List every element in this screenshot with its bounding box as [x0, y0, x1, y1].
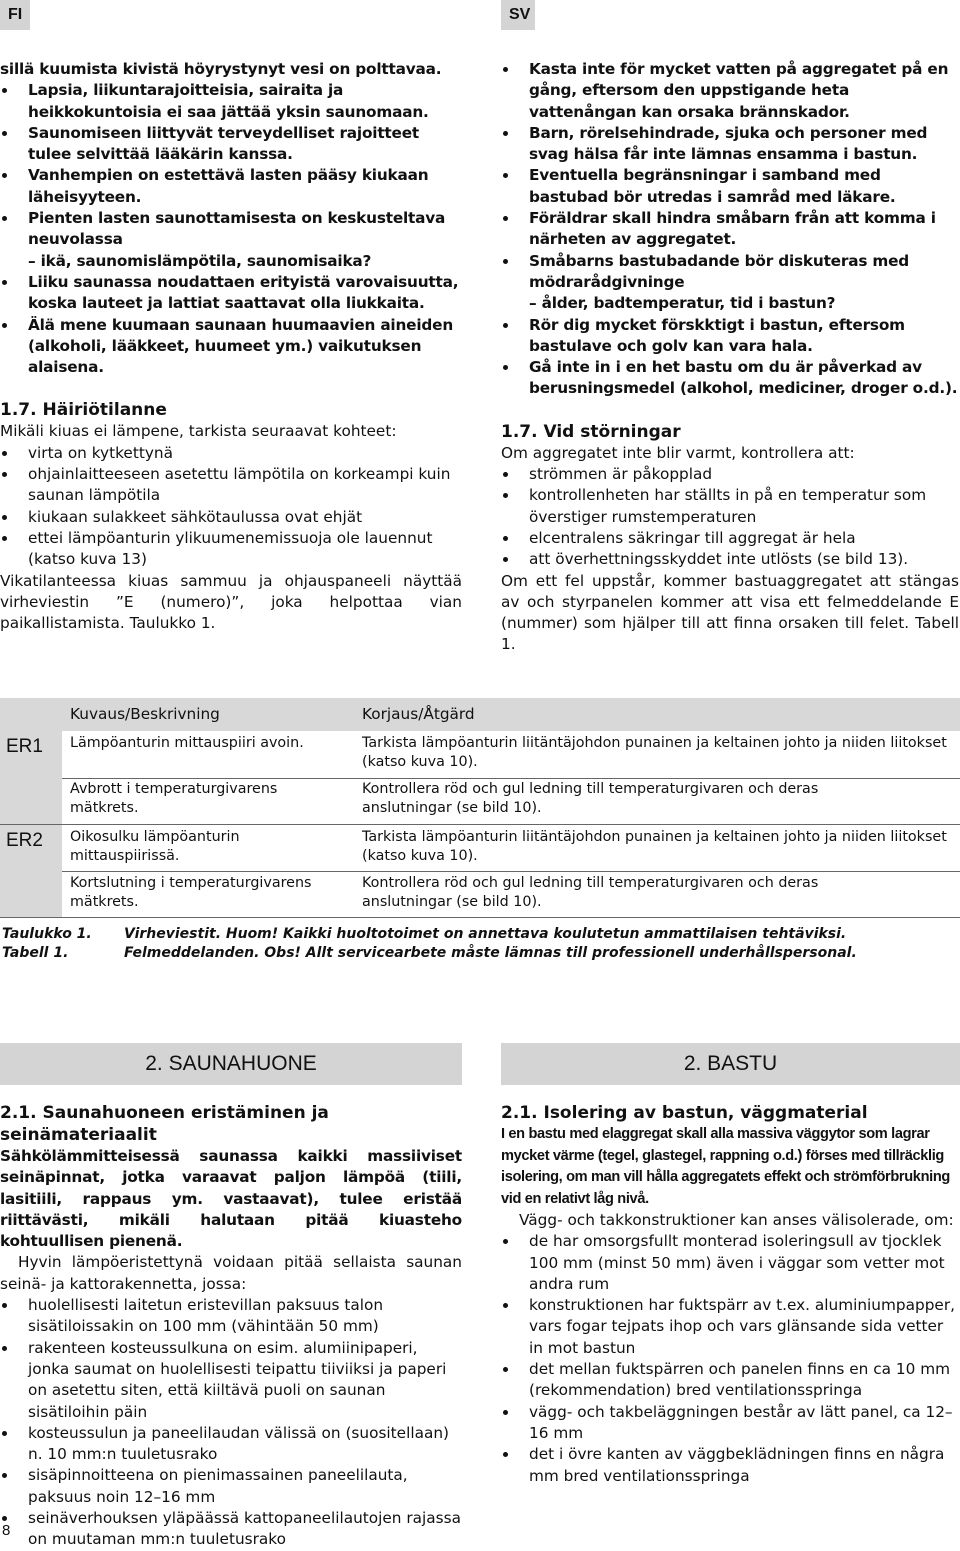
fi-sub-text: – ikä, saunomislämpötila, saunomisaika?: [28, 251, 372, 270]
language-label-sv: SV: [509, 6, 531, 23]
list-item: konstruktionen har fuktspärr av t.ex. aluminiumpapper, vars fogar tejpats ihop och vars glänsande sida vetter in mot bastun: [501, 1295, 959, 1359]
fi-paragraph: Vikatilanteessa kiuas sammuu ja ohjauspaneeli näyttää virheviestin ”E (numero)”, joka helpottaa vian paikallistamista. Taulukko 1.: [0, 571, 462, 633]
sv-section-2-1: [501, 1102, 959, 1487]
list-item: Gå inte in i en het bastu om du är påverkad av berusningsmedel (alkohol, mediciner, droger o.d.).: [501, 357, 959, 400]
fi-lead: Mikäli kiuas ei lämpene, tarkista seuraavat kohteet:: [0, 422, 397, 441]
row-divider: [0, 824, 960, 825]
list-item: Liiku saunassa noudattaen erityistä varovaisuutta, koska lauteet ja lattiat saattavat olla liukkaita.: [0, 272, 462, 315]
sv-lead: Om aggregatet inte blir varmt, kontrollera att:: [501, 443, 855, 462]
list-item: de har omsorgsfullt monterad isoleringsull av tjocklek 100 mm (minst 50 mm) även i väggar som vetter mot andra rum: [501, 1231, 959, 1295]
list-item: Småbarns bastubadande bör diskuteras med mödrarådgivninge: [501, 251, 959, 294]
table-row-desc: Avbrott i temperaturgivarens mätkrets.: [70, 781, 278, 816]
table-caption-sv-label: Tabell 1.: [2, 945, 69, 961]
fi-top-column: [0, 59, 462, 634]
list-item: ettei lämpöanturin ylikuumenemissuoja ole lauennut (katso kuva 13): [0, 528, 462, 571]
list-item: kosteussulun ja paneelilaudan välissä on (suositellaan) n. 10 mm:n tuuletusrako: [0, 1423, 462, 1466]
error-code-er2: ER2: [6, 830, 43, 851]
table-row-desc: Lämpöanturin mittauspiiri avoin.: [70, 735, 304, 751]
table-row-fix: Kontrollera röd och gul ledning till temperaturgivaren och deras anslutningar (se bild 10).: [362, 875, 819, 910]
fi-heading-2-1: 2.1. Saunahuoneen eristäminen ja seinämateriaalit: [0, 1103, 329, 1145]
list-item: huolellisesti laitetun eristevillan paksuus talon sisätiloissakin on 100 mm (vähintään 50 mm): [0, 1295, 462, 1338]
table-caption-fi-text: Virheviestit. Huom! Kaikki huoltotoimet on annettava koulutetun ammattilaisen tehtäviksi.: [124, 926, 847, 942]
table-header-description: Kuvaus/Beskrivning: [70, 705, 220, 723]
table-caption-sv-text: Felmeddelanden. Obs! Allt servicearbete måste lämnas till professionell underhållspersonal.: [124, 945, 857, 961]
error-table: [0, 698, 960, 918]
sv-insulation-list: [501, 1231, 959, 1487]
row-divider: [0, 917, 960, 918]
list-item: Vanhempien on estettävä lasten pääsy kiukaan läheisyyteen.: [0, 165, 462, 208]
table-row-desc: Oikosulku lämpöanturin mittauspiirissä.: [70, 829, 240, 864]
fi-safety-list-2: [0, 272, 462, 378]
sv-check-list: [501, 464, 959, 570]
list-item: Barn, rörelsehindrade, sjuka och personer med svag hälsa får inte lämnas ensamma i bastun.: [501, 123, 959, 166]
row-divider: [62, 871, 960, 872]
list-item: det i övre kanten av väggbeklädningen finns en några mm bred ventilationsspringa: [501, 1444, 959, 1487]
list-item: Pienten lasten saunottamisesta on keskusteltava neuvolassa: [0, 208, 462, 251]
sv-bold-paragraph: I en bastu med elaggregat skall alla massiva väggytor som lagrar mycket värme (tegel, glastegel, rappning o.d.) förses med tillräcklig isolering, om man vill hålla aggregatets effekt och strömförbrukning vid en relativt låg nivå.: [501, 1126, 950, 1207]
list-item: det mellan fuktspärren och panelen finns en ca 10 mm (rekommendation) bred ventilationsspringa: [501, 1359, 959, 1402]
sv-paragraph-2: Vägg- och takkonstruktioner kan anses välisolerade, om:: [519, 1211, 954, 1229]
table-row-fix: Kontrollera röd och gul ledning till temperaturgivaren och deras anslutningar (se bild 10).: [362, 781, 819, 816]
fi-insulation-list: [0, 1295, 462, 1551]
sv-heading-2-1: 2.1. Isolering av bastun, väggmaterial: [501, 1103, 868, 1123]
list-item: Älä mene kuumaan saunaan huumaavien aineiden (alkoholi, lääkkeet, huumeet ym.) vaikutuksen alaisena.: [0, 315, 462, 379]
table-row-desc: Kortslutning i temperaturgivarens mätkrets.: [70, 875, 312, 910]
list-item: sisäpinnoitteena on pienimassainen paneelilauta, paksuus noin 12–16 mm: [0, 1465, 462, 1508]
list-item: rakenteen kosteussulkuna on esim. alumiinipaperi, jonka saumat on huolellisesti teipattu tiiviiksi ja paperi on asetettu siten, että kiiltävä puoli on saunan sisätiloihin päin: [0, 1338, 462, 1423]
list-item: Eventuella begränsningar i samband med bastubad bör utredas i samråd med läkare.: [501, 165, 959, 208]
language-label-fi: FI: [8, 6, 23, 23]
fi-paragraph-2: Hyvin lämpöeristettynä voidaan pitää sellaista saunan seinä- ja kattorakennetta, jossa:: [0, 1253, 462, 1293]
error-code-er1: ER1: [6, 736, 43, 757]
row-divider: [62, 778, 960, 779]
list-item: kiukaan sulakkeet sähkötaulussa ovat ehjät: [0, 507, 462, 528]
sv-safety-list: [501, 59, 959, 293]
fi-bold-paragraph: Sähkölämmitteisessä saunassa kaikki massiiviset seinäpinnat, jotka varaavat paljon lämpöä (tiili, lasitiili, rappaus ym. vastaavat), tulee eristää riittävästi, mikäli halutaan pitää kiuasteho kohtuullisen pienenä.: [0, 1147, 462, 1251]
list-item: vägg- och takbeläggningen består av lätt panel, ca 12–16 mm: [501, 1402, 959, 1445]
sv-heading-1-7: 1.7. Vid störningar: [501, 421, 681, 442]
language-tab-fi: [0, 0, 30, 30]
section-title-sv: 2. BASTU: [683, 1052, 778, 1075]
page-number: 8: [2, 1522, 11, 1539]
section-title-fi: 2. SAUNAHUONE: [145, 1052, 317, 1075]
list-item: Kasta inte för mycket vatten på aggregatet på en gång, eftersom den uppstigande heta vattenångan kan orsaka brännskador.: [501, 59, 959, 123]
fi-heading-1-7: 1.7. Häiriötilanne: [0, 400, 167, 421]
table-row-fix: Tarkista lämpöanturin liitäntäjohdon punainen ja keltainen johto ja niiden liitokset (katso kuva 10).: [362, 735, 947, 770]
list-item: ohjainlaitteeseen asetettu lämpötila on korkeampi kuin saunan lämpötila: [0, 464, 462, 507]
list-item: att överhettningsskyddet inte utlösts (se bild 13).: [501, 549, 959, 570]
list-item: Föräldrar skall hindra småbarn från att komma i närheten av aggregatet.: [501, 208, 959, 251]
list-item: Lapsia, liikuntarajoitteisia, sairaita ja heikkokuntoisia ei saa jättää yksin saunomaan.: [0, 80, 462, 123]
list-item: virta on kytkettynä: [0, 443, 462, 464]
sv-sub-item: – ålder, badtemperatur, tid i bastun?: [529, 294, 836, 313]
fi-safety-list: [0, 80, 462, 250]
sv-paragraph: Om ett fel uppstår, kommer bastuaggregatet att stängas av och styrpanelen kommer att visa ett felmeddelande E (nummer) som hjälper till att finna orsaken till felet. Tabell 1.: [501, 571, 959, 654]
list-item: kontrollenheten har ställts in på en temperatur som överstiger rumstemperaturen: [501, 485, 959, 528]
fi-sub-item: [0, 251, 462, 272]
table-caption-fi-label: Taulukko 1.: [2, 926, 92, 942]
table-header-fix: Korjaus/Åtgärd: [362, 705, 475, 723]
language-tab-sv: [501, 0, 535, 30]
list-item: Saunomiseen liittyvät terveydelliset rajoitteet tulee selvittää lääkärin kanssa.: [0, 123, 462, 166]
list-item: seinäverhouksen yläpäässä kattopaneelilautojen rajassa on muutaman mm:n tuuletusrako: [0, 1508, 462, 1551]
list-item: strömmen är påkopplad: [501, 464, 959, 485]
sv-safety-list-2: [501, 315, 959, 400]
list-item: elcentralens säkringar till aggregat är hela: [501, 528, 959, 549]
fi-intro: sillä kuumista kivistä höyrystynyt vesi on polttavaa.: [0, 60, 442, 78]
list-item: Rör dig mycket förskktigt i bastun, eftersom bastulave och golv kan vara hala.: [501, 315, 959, 358]
fi-check-list: [0, 443, 462, 571]
fi-section-2-1: [0, 1102, 462, 1551]
sv-top-column: [501, 59, 959, 656]
table-row-fix: Tarkista lämpöanturin liitäntäjohdon punainen ja keltainen johto ja niiden liitokset (katso kuva 10).: [362, 829, 947, 864]
